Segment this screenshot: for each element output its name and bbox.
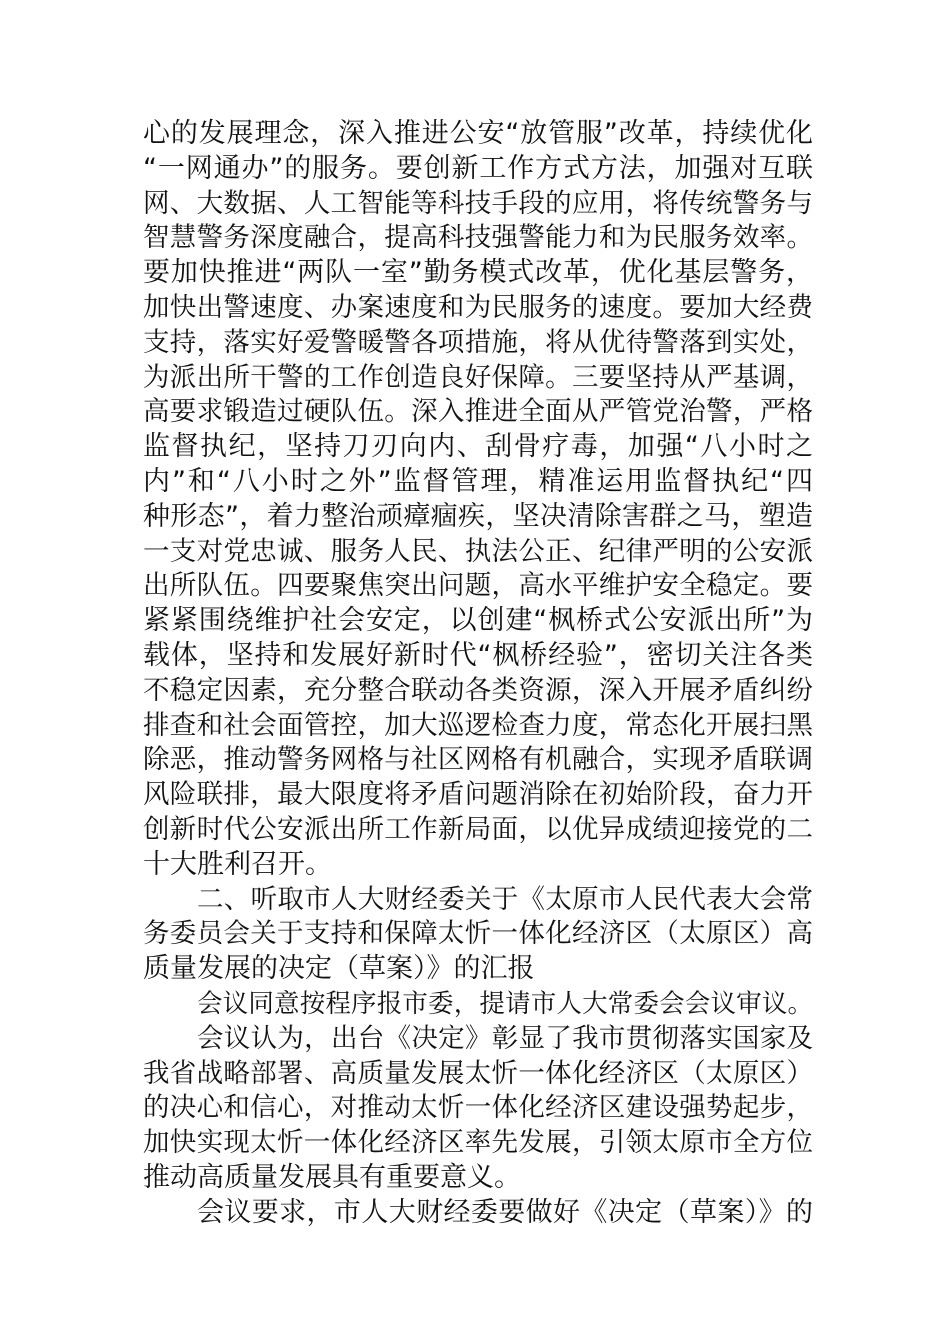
paragraph-line: 加快出警速度、办案速度和为民服务的速度。要加大经费 — [143, 291, 813, 323]
paragraph-line: 十大胜利召开。 — [143, 848, 332, 880]
section-heading-line: 务委员会关于支持和保障太忻一体化经济区（太原区）高 — [143, 918, 813, 950]
paragraph-line: 会议要求，市人大财经委要做好《决定（草案）》的 — [197, 1196, 813, 1228]
paragraph-line: 监督执纪，坚持刀刃向内、刮骨疗毒，加强“八小时之 — [143, 431, 813, 463]
paragraph-line: 会议认为，出台《决定》彰显了我市贯彻落实国家及 — [197, 1022, 813, 1054]
paragraph-line: 一支对党忠诚、服务人民、执法公正、纪律严明的公安派 — [143, 535, 813, 567]
paragraph-line: 的决心和信心，对推动太忻一体化经济区建设强势起步， — [143, 1092, 813, 1124]
paragraph-line: 内”和“八小时之外”监督管理，精准运用监督执纪“四 — [143, 465, 813, 497]
paragraph-line: 载体，坚持和发展好新时代“枫桥经验”，密切关注各类 — [143, 639, 813, 671]
paragraph-line: 加快实现太忻一体化经济区率先发展，引领太原市全方位 — [143, 1127, 813, 1159]
paragraph-line: 我省战略部署、高质量发展太忻一体化经济区（太原区） — [143, 1057, 813, 1089]
paragraph-line: 网、大数据、人工智能等科技手段的应用，将传统警务与 — [143, 187, 813, 219]
paragraph-line: 出所队伍。四要聚焦突出问题，高水平维护安全稳定。要 — [143, 570, 813, 602]
paragraph-line: 紧紧围绕维护社会安定，以创建“枫桥式公安派出所”为 — [143, 605, 813, 637]
paragraph-line: 不稳定因素，充分整合联动各类资源，深入开展矛盾纠纷 — [143, 674, 813, 706]
document-body — [143, 117, 813, 1231]
paragraph-line: 风险联排，最大限度将矛盾问题消除在初始阶段，奋力开 — [143, 779, 813, 811]
paragraph-line: 要加快推进“两队一室”勤务模式改革，优化基层警务， — [143, 257, 813, 289]
paragraph-line: 种形态”，着力整治顽瘴痼疾，坚决清除害群之马，塑造 — [143, 500, 813, 532]
paragraph-line: 会议同意按程序报市委，提请市人大常委会会议审议。 — [197, 988, 813, 1019]
paragraph-line: 推动高质量发展具有重要意义。 — [143, 1161, 521, 1193]
section-heading-line: 质量发展的决定（草案）》的汇报 — [143, 953, 535, 985]
paragraph-line: 支持，落实好爱警暖警各项措施，将从优待警落到实处， — [143, 326, 813, 358]
paragraph-line: 心的发展理念，深入推进公安“放管服”改革，持续优化 — [143, 118, 813, 149]
paragraph-line: 智慧警务深度融合，提高科技强警能力和为民服务效率。 — [143, 222, 813, 254]
paragraph-line: 为派出所干警的工作创造良好保障。三要坚持从严基调， — [143, 361, 813, 393]
section-heading-line: 二、听取市人大财经委关于《太原市人民代表大会常 — [197, 883, 813, 915]
paragraph-line: “一网通办”的服务。要创新工作方式方法，加强对互联 — [143, 152, 813, 184]
paragraph-line: 创新时代公安派出所工作新局面，以优异成绩迎接党的二 — [143, 813, 813, 845]
paragraph-line: 高要求锻造过硬队伍。深入推进全面从严管党治警，严格 — [143, 396, 813, 428]
paragraph-line: 排查和社会面管控，加大巡逻检查力度，常态化开展扫黑 — [143, 709, 813, 741]
paragraph-line: 除恶，推动警务网格与社区网格有机融合，实现矛盾联调 — [143, 744, 813, 776]
